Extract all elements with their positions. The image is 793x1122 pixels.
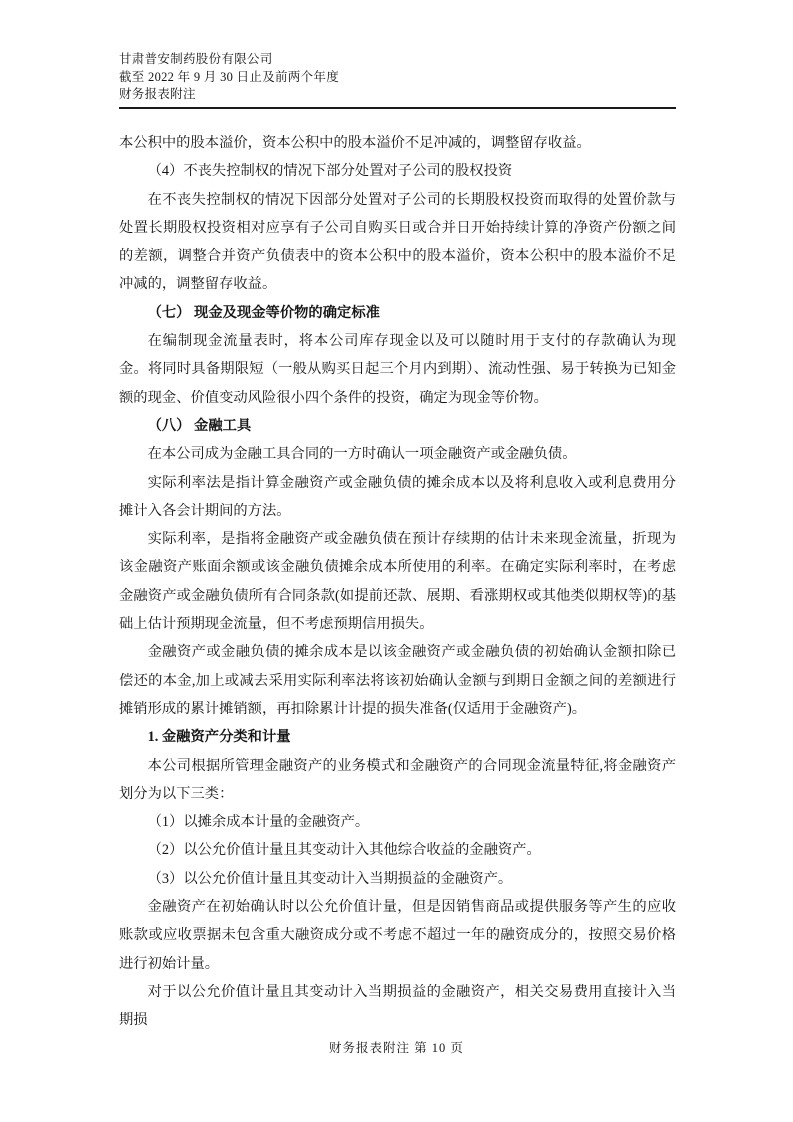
company-name: 甘肃普安制药股份有限公司 [119, 52, 273, 66]
paragraph: 金融资产在初始确认时以公允价值计量，但是因销售商品或提供服务等产生的应收账款或应收票据未包含重大融资成分或不考虑不超过一年的融资成分的，按照交易价格进行初始计量。 [119, 899, 676, 972]
page-number: 财务报表附注 第 10 页 [329, 1041, 464, 1055]
sub-section-heading: 1. 金融资产分类和计量 [147, 729, 291, 746]
section-heading: （七） 现金及现金等价物的确定标准 [147, 304, 380, 321]
document-header [119, 51, 676, 104]
list-item: （2）以公允价值计量且其变动计入其他综合收益的金融资产。 [147, 842, 541, 859]
document-body [119, 129, 676, 1035]
report-period: 截至 2022 年 9 月 30 日止及前两个年度 [119, 69, 340, 84]
paragraph: 实际利率，是指将金融资产或金融负债在预计存续期的估计未来现金流量，折现为该金融资产账面余额或该金融负债摊余成本所使用的利率。在确定实际利率时，在考虑金融资产或金融负债所有合同条款(如提前还款、展期、看涨期权或其他类似期权等)的基础上估计预期现金流量，但不考虑预期信用损失。 [119, 531, 676, 633]
paragraph: 在不丧失控制权的情况下因部分处置对子公司的长期股权投资而取得的处置价款与处置长期股权投资相对应享有子公司自购买日或合并日开始持续计算的净资产份额之间的差额，调整合并资产负债表中的资本公积中的股本溢价，资本公积中的股本溢价不足冲减的，调整留存收益。 [119, 191, 676, 293]
list-item: （3）以公允价值计量且其变动计入当期损益的金融资产。 [147, 870, 513, 887]
paragraph: 对于以公允价值计量且其变动计入当期损益的金融资产，相关交易费用直接计入当期损 [119, 983, 676, 1029]
list-item: （1）以摊余成本计量的金融资产。 [147, 814, 370, 831]
header-rule [119, 107, 676, 109]
paragraph: 在编制现金流量表时，将本公司库存现金以及可以随时用于支付的存款确认为现金。将同时具备期限短（一般从购买日起三个月内到期）、流动性强、易于转换为已知金额的现金、价值变动风险很小四个条件的投资，确定为现金等价物。 [119, 333, 676, 406]
section-heading: （八） 金融工具 [147, 417, 252, 434]
list-item: （4）不丧失控制权的情况下部分处置对子公司的股权投资 [147, 163, 513, 180]
report-title: 财务报表附注 [119, 87, 196, 101]
paragraph: 在本公司成为金融工具合同的一方时确认一项金融资产或金融负债。 [147, 446, 577, 463]
page-footer [0, 1038, 793, 1056]
paragraph-continuation: 本公积中的股本溢价，资本公积中的股本溢价不足冲减的，调整留存收益。 [119, 135, 591, 151]
paragraph: 本公司根据所管理金融资产的业务模式和金融资产的合同现金流量特征,将金融资产划分为以下三类： [119, 757, 676, 802]
paragraph: 实际利率法是指计算金融资产或金融负债的摊余成本以及将利息收入或利息费用分摊计入各会计期间的方法。 [119, 474, 676, 519]
paragraph: 金融资产或金融负债的摊余成本是以该金融资产或金融负债的初始确认金额扣除已偿还的本金,加上或减去采用实际利率法将该初始确认金额与到期日金额之间的差额进行摊销形成的累计摊销额，再扣除累计计提的损失准备(仅适用于金融资产)。 [119, 644, 676, 717]
